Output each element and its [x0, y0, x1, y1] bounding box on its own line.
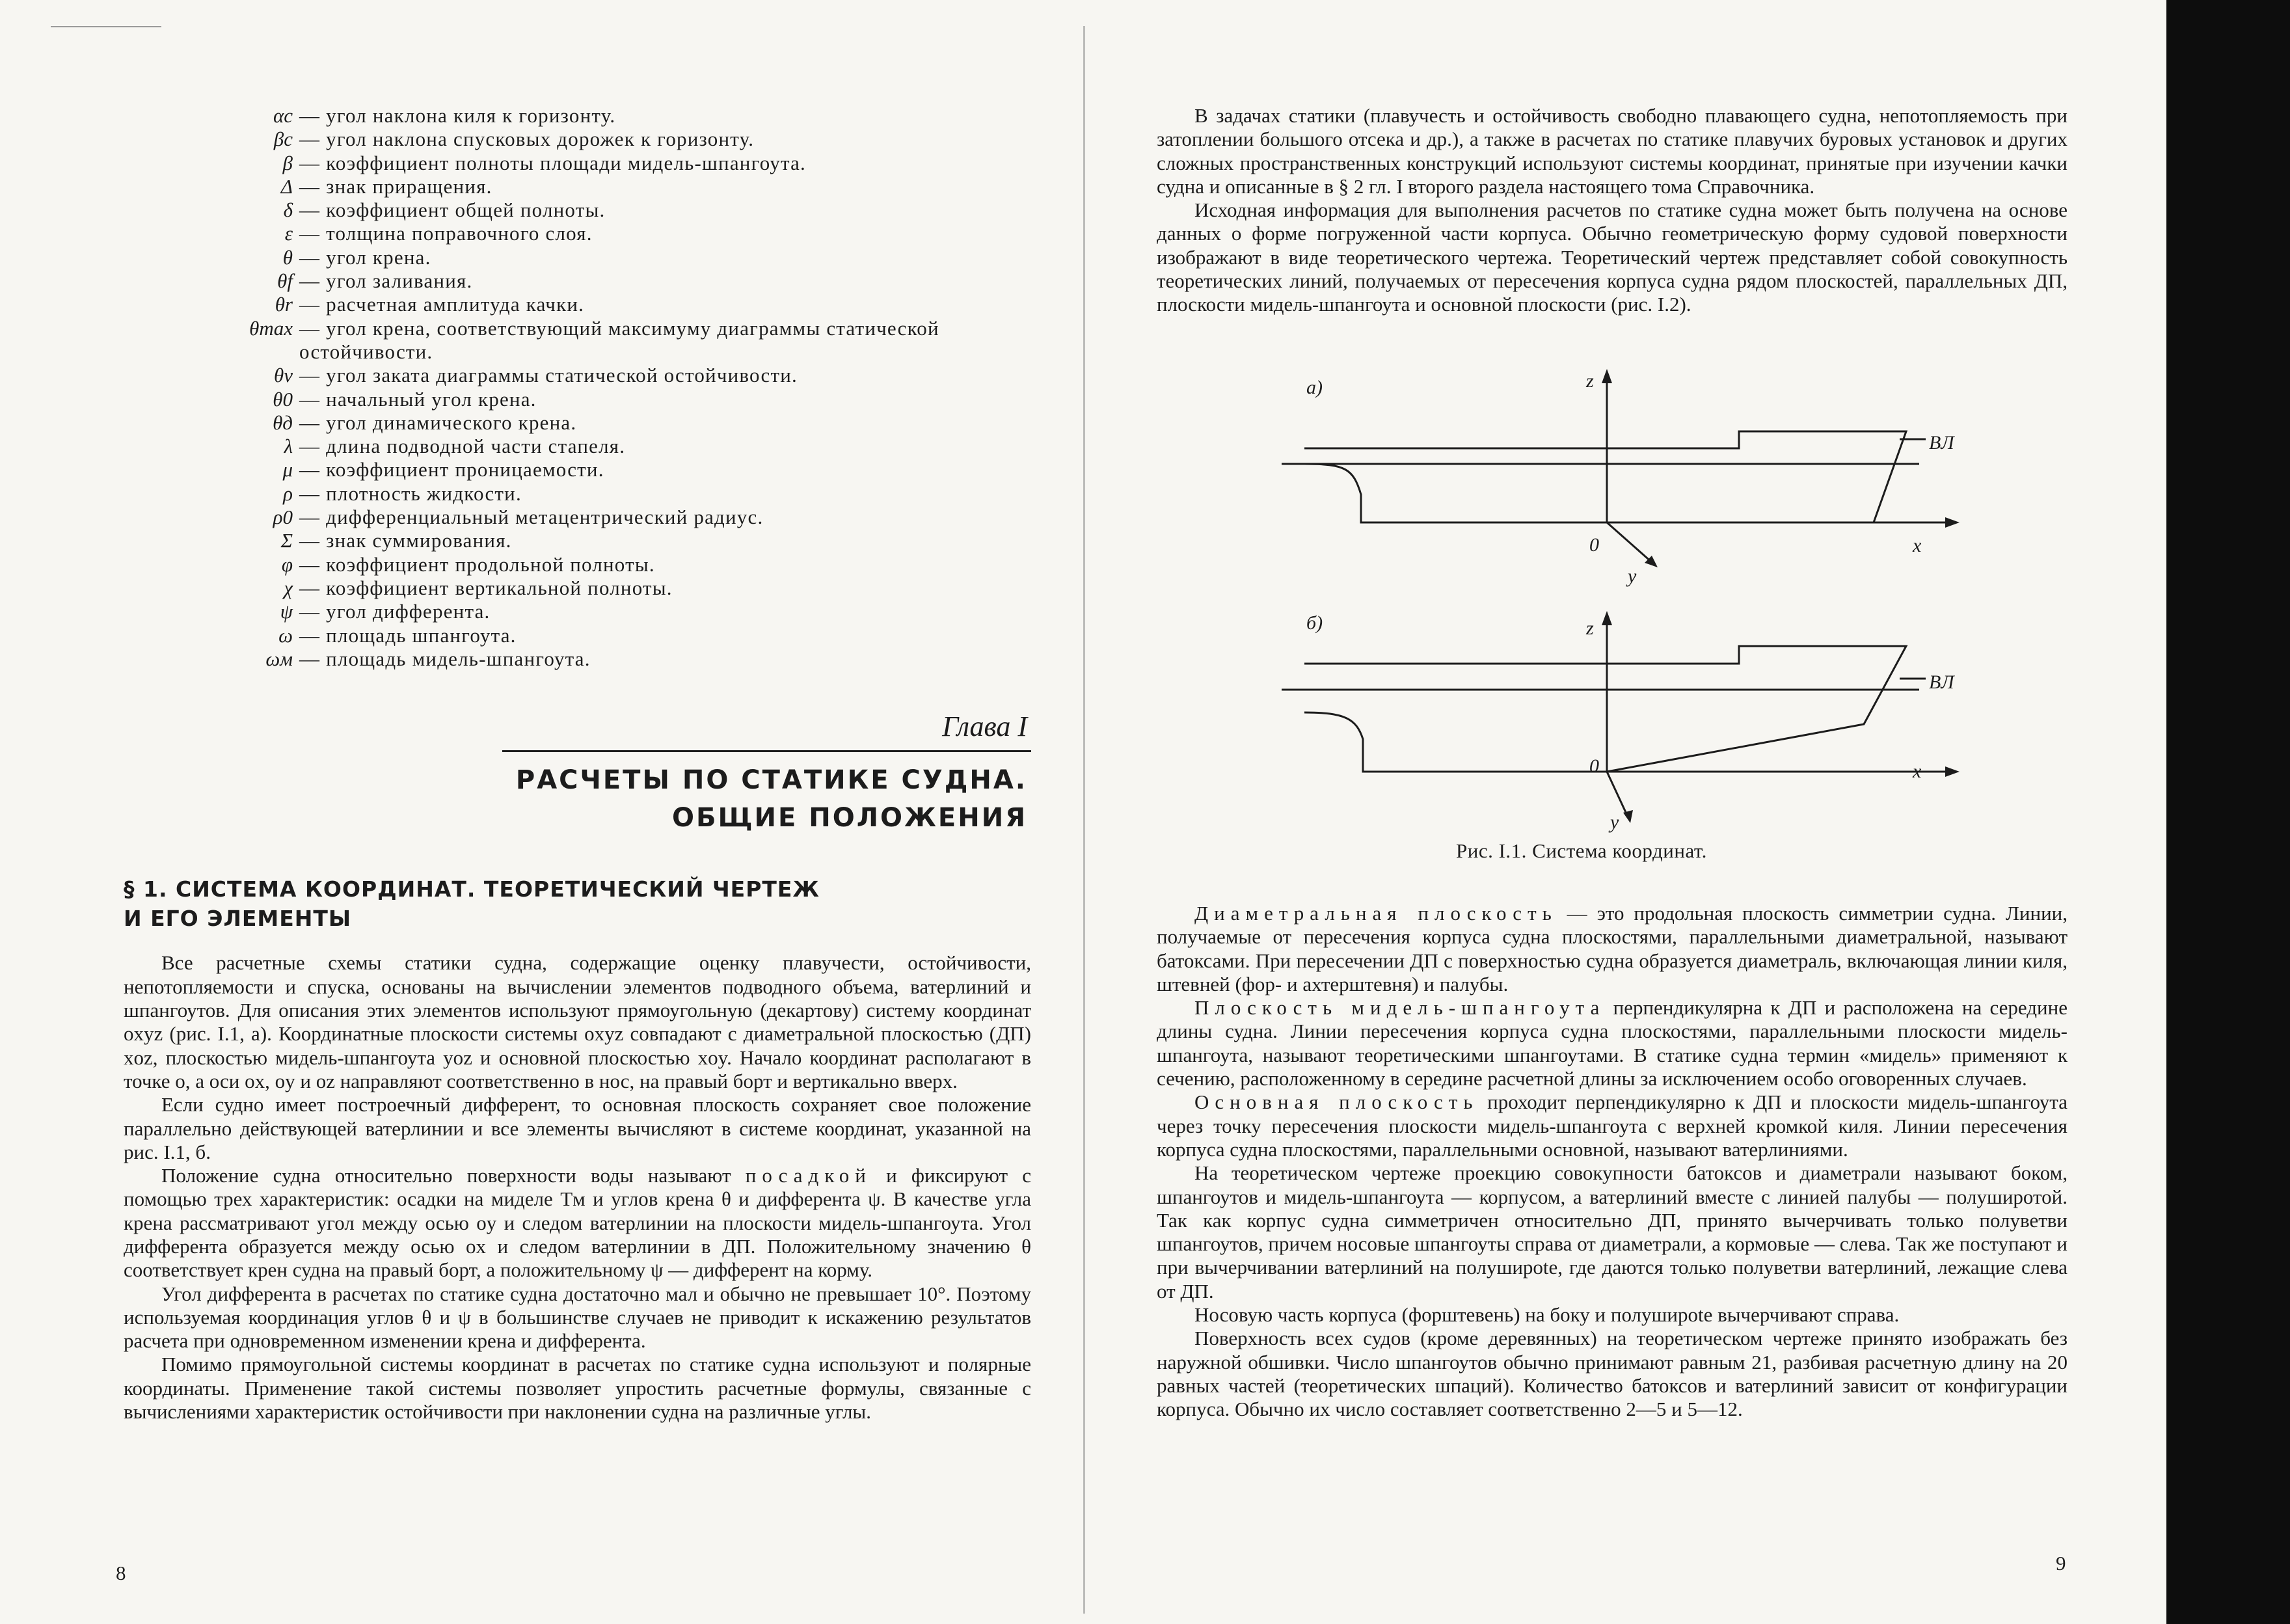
- section-title: [124, 874, 1031, 933]
- waterline-label-a: ВЛ: [1929, 432, 1954, 453]
- symbol-row: [202, 458, 1031, 481]
- chapter-rule: [502, 750, 1031, 752]
- symbol-definition: — угол наклона спусковых дорожек к горизонту.: [299, 128, 755, 151]
- book-gutter: [1083, 26, 1085, 1614]
- paragraph: [1157, 996, 2068, 1090]
- arrow-z-b: [1602, 611, 1612, 625]
- symbol-definition: — угол крена.: [299, 245, 431, 269]
- symbol-row: [202, 506, 1031, 529]
- symbol: θr: [275, 293, 293, 316]
- symbol-definition: — коэффициент полноты площади мидель-шпангоута.: [299, 151, 806, 174]
- symbol-row: [202, 576, 1031, 600]
- symbol-definition: — начальный угол крена.: [299, 387, 537, 411]
- paragraph-rest: — это продольная плоскость симметрии судна. Линии, получаемые от пересечения корпуса судна плоскостями, параллельными диаметральной, называют батоксами. При пересечении ДП с поверхностью судна образуется диаметраль, включающая линии киля, штевней (фор- и ахтерштевня) и палубы.: [1157, 902, 2068, 995]
- paragraph-lead: Положение судна относительно поверхности воды называют: [161, 1164, 731, 1187]
- paragraph: Угол дифферента в расчетах по статике судна достаточно мал и обычно не превышает 10°. Поэтому используемая координация углов θ и ψ в большинстве случаев не приводит к искажению результатов расчета при одновременном изменении крена и дифферента.: [124, 1282, 1031, 1353]
- symbol-definition: — коэффициент проницаемости.: [299, 458, 604, 481]
- symbol: ω: [278, 623, 293, 647]
- figure-caption: Рис. I.1. Система координат.: [1456, 839, 1707, 862]
- chapter-title: [124, 761, 1031, 837]
- symbol-row: [202, 293, 1031, 316]
- symbol-row: [202, 435, 1031, 458]
- paragraph-rest: и фиксируют с помощью трех характеристик: осадки на миделе Tм и углов крена θ и дифферента ψ. В качестве угла крена рассматривают угол между осью oy и следом ватерлинии на плоскости мидель-шпангоута. Угол дифферента образуется между осью ox и следом ватерлинии в ДП. Положительному значению θ соответствует крен судна на правый борт, а положительному ψ — дифферент на корму.: [124, 1164, 1031, 1282]
- symbol-row: [202, 128, 1031, 151]
- symbol: θ0: [273, 387, 293, 411]
- symbol-row: [202, 553, 1031, 576]
- right-lower-body: [1157, 902, 2068, 1422]
- symbol-definition: — угол заливания.: [299, 269, 473, 293]
- symbol-row: [202, 388, 1031, 411]
- symbol-definition: — угол дифферента.: [299, 600, 491, 623]
- label-a: а): [1306, 377, 1323, 398]
- axis-label-z-a: z: [1586, 370, 1594, 392]
- chapter-label: Глава I: [942, 710, 1027, 743]
- scan-corner-mark: [51, 26, 161, 27]
- symbol-row: [202, 269, 1031, 293]
- term-posadka: посадкой: [745, 1164, 872, 1187]
- symbol-definition: — дифференциальный метацентрический радиус.: [299, 506, 764, 529]
- symbol-row: [202, 317, 1031, 364]
- symbol-definition: — коэффициент вертикальной полноты.: [299, 576, 673, 599]
- symbol: θmax: [249, 316, 293, 340]
- symbol-row: [202, 647, 1031, 671]
- symbol: Δ: [280, 174, 293, 198]
- symbol-row: [202, 529, 1031, 552]
- chapter-title-line-2: ОБЩИЕ ПОЛОЖЕНИЯ: [672, 803, 1027, 833]
- arrow-x-a: [1945, 517, 1960, 528]
- symbol: αc: [273, 104, 293, 127]
- term-base: Основная плоскость: [1194, 1090, 1479, 1114]
- paragraph-rest: перпендикулярна к ДП и расположена на середине длины судна. Линии пересечения корпуса судна плоскостями, параллельными плоскости мидель-шпангоута, называют теоретическими шпангоутами. В статике судна термин «мидель» применяют к сечению, расположенному в середине расчетной длины за исключением особо оговоренных случаев.: [1157, 996, 2068, 1090]
- symbol-row: [202, 482, 1031, 506]
- axis-label-z-b: z: [1586, 617, 1594, 639]
- axis-label-y-a: y: [1628, 565, 1637, 587]
- symbol-definition: — угол крена, соответствующий максимуму диаграммы статической остойчивости.: [299, 316, 939, 363]
- symbol-definition: — толщина поправочного слоя.: [299, 222, 593, 245]
- symbol-definition: — расчетная амплитуда качки.: [299, 293, 585, 316]
- section-title-line-1: § 1. СИСТЕМА КООРДИНАТ. ТЕОРЕТИЧЕСКИЙ ЧЕРТЕЖ: [124, 876, 820, 902]
- symbol-definition: — площадь мидель-шпангоута.: [299, 647, 591, 670]
- symbol-row: [202, 364, 1031, 387]
- symbol-row: [202, 175, 1031, 198]
- paragraph: Если судно имеет построечный дифферент, то основная плоскость сохраняет свое положение параллельно действующей ватерлинии и все элементы вычисляют в системе координат, указанной на рис. I.1, б.: [124, 1093, 1031, 1163]
- symbol: χ: [284, 576, 293, 599]
- label-b: б): [1306, 612, 1323, 634]
- paragraph: Носовую часть корпуса (форштевень) на боку и полуширote вычерчивают справа.: [1194, 1303, 1900, 1327]
- symbol: δ: [283, 198, 293, 222]
- paragraph: [1157, 902, 2068, 996]
- symbol-row: [202, 222, 1031, 245]
- symbol-definition: — площадь шпангоута.: [299, 623, 517, 647]
- y-axis-a: [1607, 522, 1652, 563]
- section-title-line-2: И ЕГО ЭЛЕМЕНТЫ: [124, 906, 352, 932]
- axis-label-y-b: y: [1610, 811, 1619, 833]
- symbol: ε: [284, 222, 293, 245]
- figure-drawing: [1256, 368, 1978, 875]
- symbol: ωм: [265, 647, 293, 670]
- hull-outline-b: [1304, 646, 1906, 772]
- paragraph: На теоретическом чертеже проекцию совокупности батоксов и диаметрали называют боком, шпангоутов и мидель-шпангоута — корпусом, а ватерлиний вместе с линией палубы — полуширотой. Так как корпус судна симметричен относительно ДП, принято вычерчивать только полуветви шпангоутов, причем носовые шпангоуты справа от диаметрали, а кормовые — слева. Так же поступают и при вычерчивании ватерлиний на полуширote, где даются только полуветви ватерлиний, лежащие слева от ДП.: [1157, 1161, 2068, 1303]
- symbol-row: [202, 104, 1031, 128]
- symbol-row: [202, 411, 1031, 435]
- origin-label-b: 0: [1589, 755, 1599, 777]
- origin-label-a: 0: [1589, 534, 1599, 556]
- scan-edge-bar: [2166, 0, 2290, 1624]
- paragraph: Все расчетные схемы статики судна, содержащие оценку плавучести, остойчивости, непотопляемости и спуска, основаны на вычислении элементов подводного объема, ватерлиний и шпангоутов. Для описания этих элементов используют прямоугольную (декартову) систему координат oxyz (рис. I.1, а). Координатные плоскости системы oxyz совпадают с диаметральной плоскостью (ДП) xoz, плоскостью мидель-шпангоута yoz и основной плоскостью xoy. Начало координат располагают в точке о, а оси ox, oy и oz направляют соответственно в нос, на правый борт и вертикально вверх.: [124, 951, 1031, 1092]
- term-dp: Диаметральная плоскость: [1194, 902, 1557, 925]
- coordinate-system-figure: [1256, 368, 1978, 875]
- paragraph: [1157, 1090, 2068, 1161]
- paragraph: В задачах статики (плавучесть и остойчивость свободно плавающего судна, непотопляемость при затоплении большого отсека и др.), а также в расчетах по статике плавучих буровых установок и других сложных пространственных конструкций используют системы координат, принятые при изучении качки судна и описанные в § 2 гл. I второго раздела настоящего тома Справочника.: [1157, 104, 2068, 198]
- symbol-definition: — знак приращения.: [299, 174, 492, 198]
- symbol-row: [202, 246, 1031, 269]
- symbol-definition: — плотность жидкости.: [299, 481, 522, 505]
- waterline-label-b: ВЛ: [1929, 671, 1954, 693]
- symbol: θf: [277, 269, 293, 293]
- left-page: [124, 104, 1031, 1424]
- symbol: βc: [273, 128, 293, 151]
- right-page: [1157, 104, 2068, 317]
- symbol: ρ: [283, 481, 293, 505]
- symbol-row: [202, 624, 1031, 647]
- page-number-right: 9: [2056, 1552, 2066, 1575]
- symbol-row: [202, 152, 1031, 175]
- paragraph: Помимо прямоугольной системы координат в расчетах по статике судна используют и полярные координаты. Применение такой системы позволяет упростить расчетные формулы, связанные с вычислениями характеристик остойчивости при наклонении судна на различные углы.: [124, 1353, 1031, 1424]
- symbol-row: [202, 600, 1031, 623]
- paragraph: [124, 1164, 1031, 1282]
- symbol: ψ: [280, 600, 293, 623]
- paragraph: Исходная информация для выполнения расчетов по статике судна может быть получена на основе данных о форме погруженной части корпуса. Обычно геометрическую форму судовой поверхности изображают в виде теоретического чертежа. Теоретический чертеж представляет собой совокупность теоретических линий, получаемых от пересечения корпуса судна рядом плоскостей, параллельных ДП, плоскости мидель-шпангоута и основной плоскости (рис. I.2).: [1157, 198, 2068, 316]
- hull-outline-a: [1304, 431, 1906, 522]
- term-midship: Плоскость мидель-шпангоута: [1194, 996, 1606, 1020]
- symbol-definition: — угол динамического крена.: [299, 411, 577, 434]
- symbol-definition: — коэффициент продольной полноты.: [299, 552, 655, 576]
- symbol-definition: — знак суммирования.: [299, 529, 512, 552]
- paragraph-rest: проходит перпендикулярно к ДП и плоскости мидель-шпангоута через точку пересечения плоскости мидель-шпангоута с верхней кромкой киля. Линии пересечения корпуса судна плоскостями, параллельными основной, называют ватерлиниями.: [1157, 1090, 2068, 1161]
- symbol: ρ0: [273, 506, 293, 529]
- axis-label-x-a: x: [1913, 535, 1922, 556]
- symbol: Σ: [280, 529, 293, 552]
- symbol: θv: [274, 364, 293, 387]
- symbol-definition: — угол заката диаграммы статической остойчивости.: [299, 364, 798, 387]
- arrow-z-a: [1602, 369, 1612, 383]
- symbol-definition: — коэффициент общей полноты.: [299, 198, 606, 222]
- symbol: μ: [282, 458, 293, 481]
- left-body: [124, 951, 1031, 1424]
- symbol-row: [202, 198, 1031, 222]
- page-number-left: 8: [116, 1562, 126, 1584]
- arrow-x-b: [1945, 766, 1960, 777]
- symbol: λ: [284, 435, 293, 458]
- axis-label-x-b: x: [1913, 761, 1922, 782]
- y-axis-b: [1607, 772, 1628, 817]
- symbol: φ: [281, 552, 293, 576]
- symbol: β: [282, 151, 293, 174]
- symbol-list: [202, 104, 1031, 671]
- symbol: θ: [282, 245, 293, 269]
- chapter-title-line-1: РАСЧЕТЫ ПО СТАТИКЕ СУДНА.: [515, 765, 1027, 796]
- symbol-definition: — длина подводной части стапеля.: [299, 435, 626, 458]
- symbol: θд: [273, 411, 293, 434]
- symbol-definition: — угол наклона киля к горизонту.: [299, 104, 616, 127]
- paragraph: Поверхность всех судов (кроме деревянных) на теоретическом чертеже принято изображать без наружной обшивки. Число шпангоутов обычно принимают равным 21, разбивая расчетную длину на 20 равных частей (теоретических шпаций). Количество батоксов и ватерлиний зависит от конфигурации корпуса. Обычно их число составляет соответственно 2—5 и 5—12.: [1157, 1327, 2068, 1421]
